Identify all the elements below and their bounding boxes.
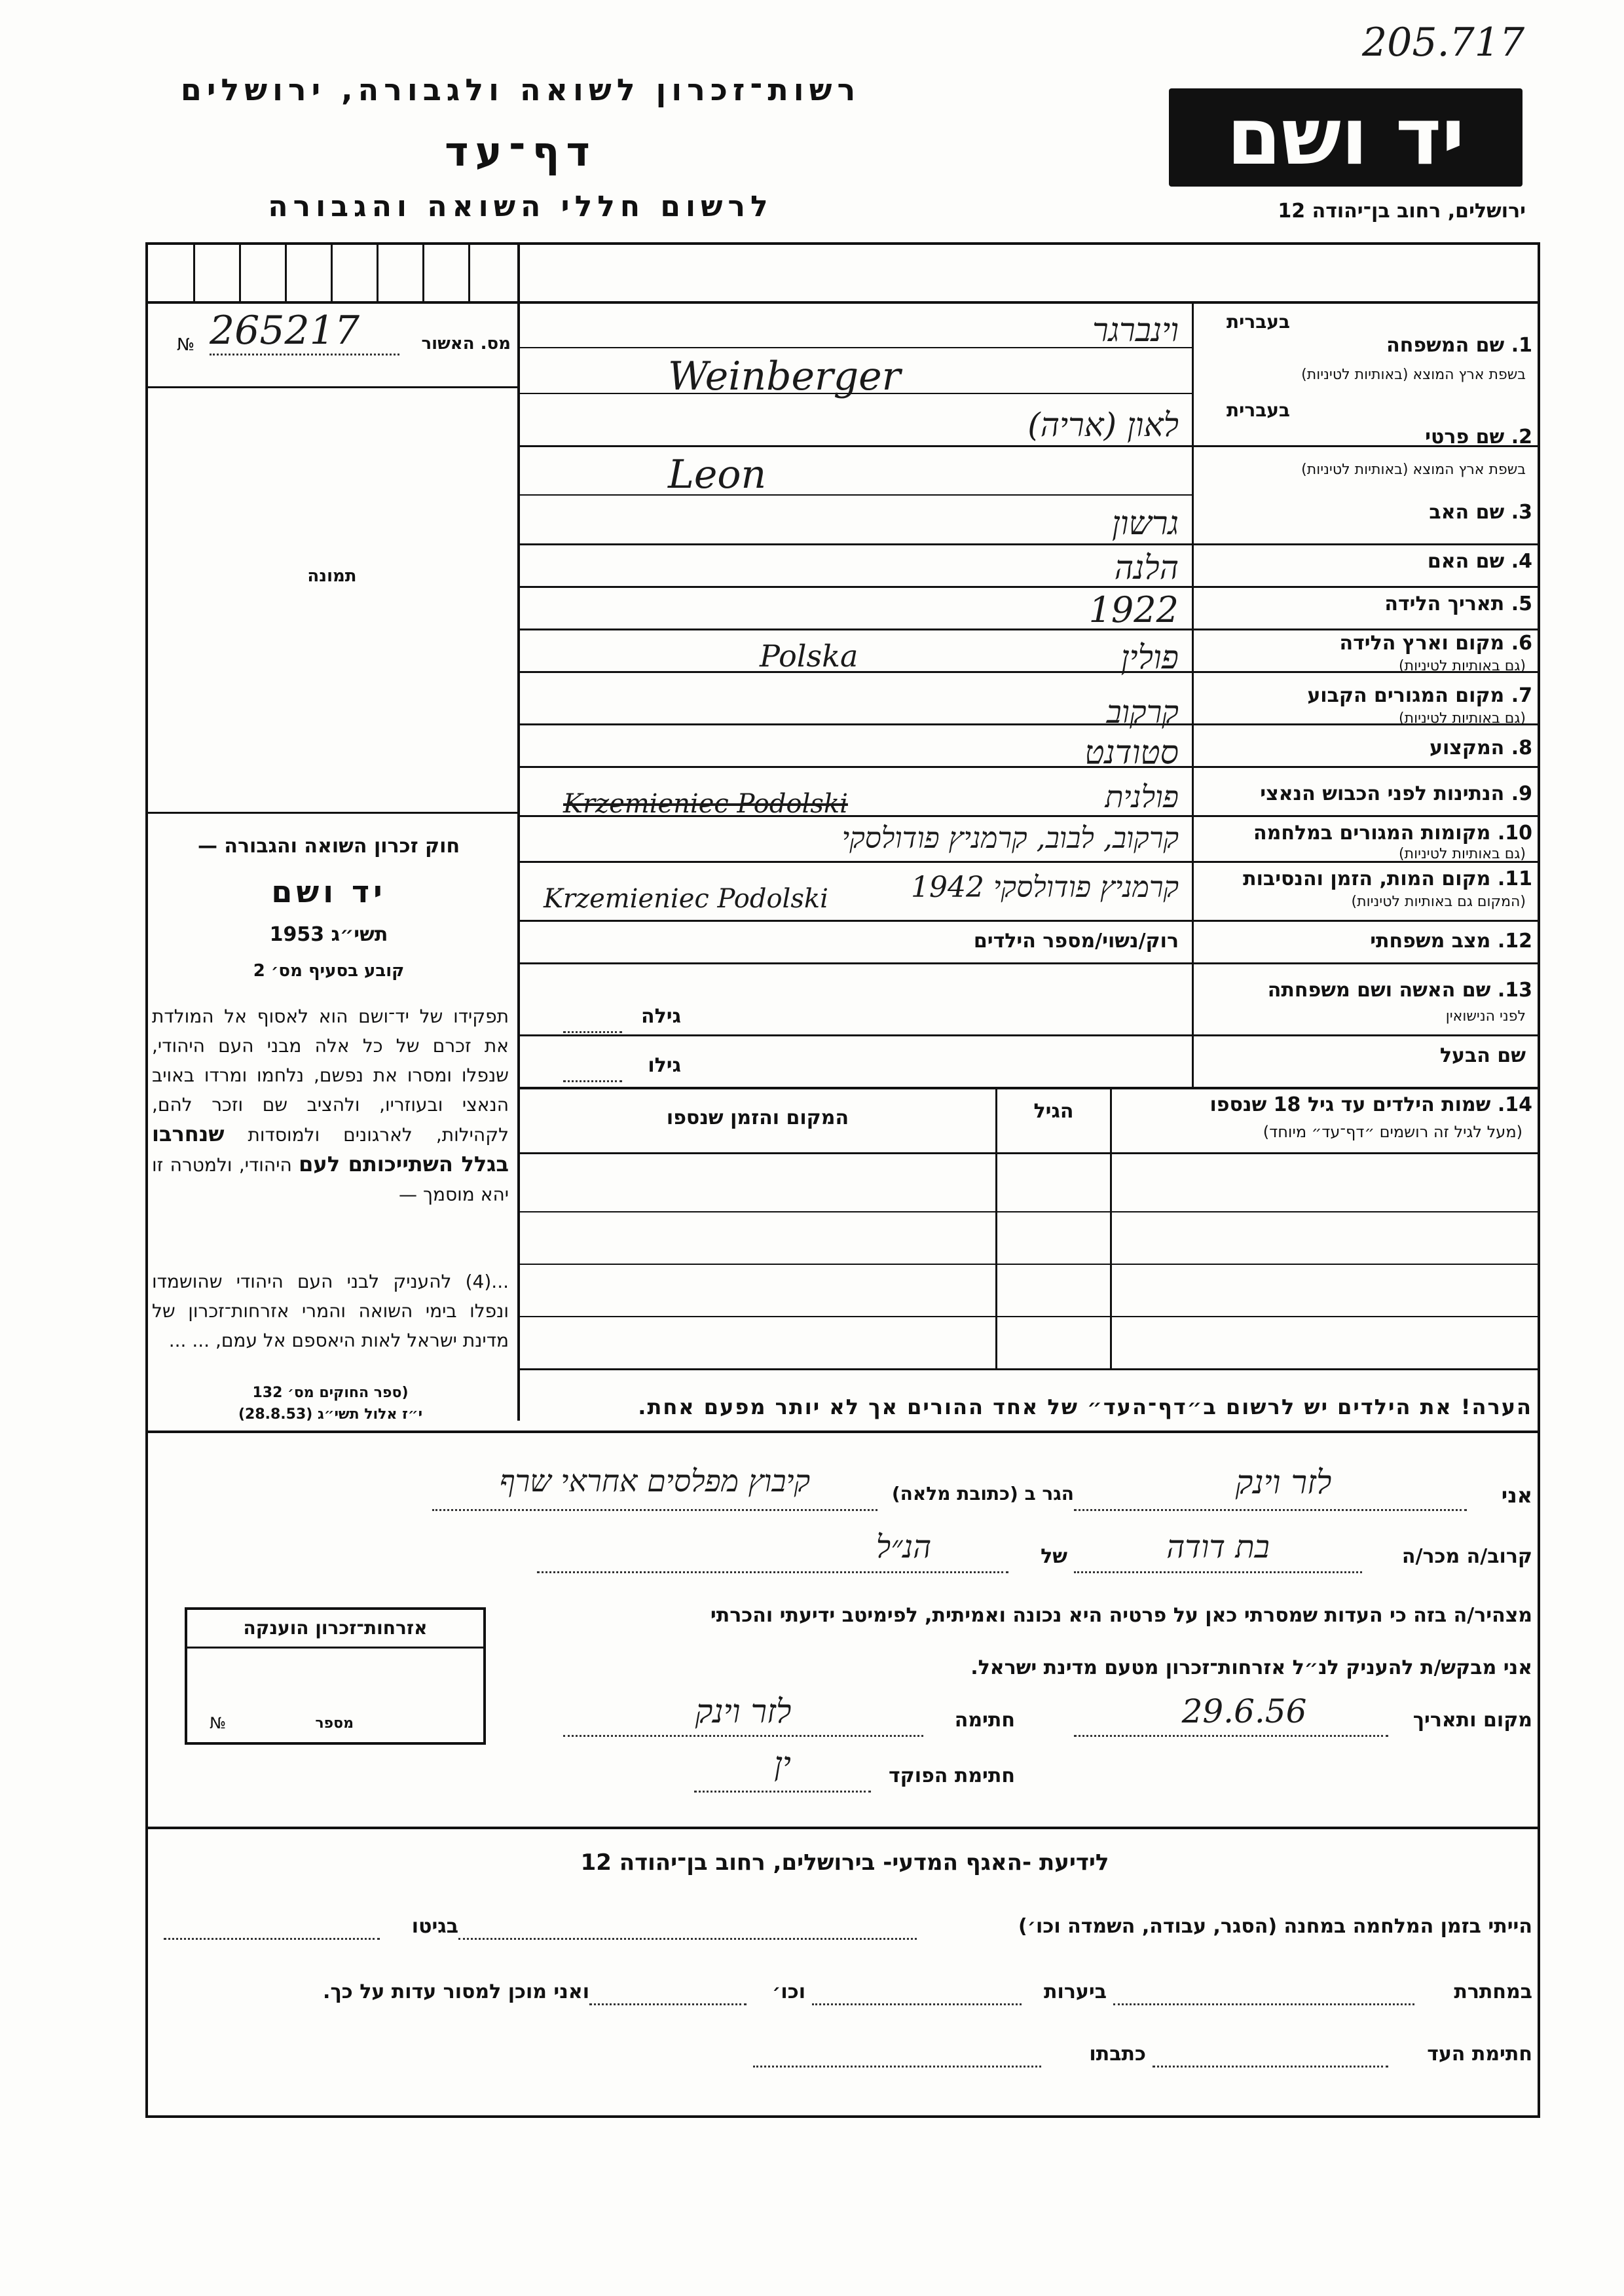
field-1-value-latin[interactable]: Weinberger [668, 354, 901, 399]
children-num: 14. [1497, 1093, 1532, 1116]
footer-witness-signature: חתימת העד [1427, 2043, 1532, 2066]
field-7-value[interactable]: קרקוב [1106, 694, 1179, 731]
field-11-num: 11. [1497, 867, 1532, 890]
field-13-age-label: גילה [641, 1005, 681, 1028]
field-9-value-hebrew[interactable]: פולנית [1105, 779, 1179, 814]
field-4-label [1198, 550, 1532, 573]
field-2-value-latin[interactable]: Leon [668, 452, 767, 498]
field-10-label [1198, 822, 1532, 845]
field-6-value-hebrew[interactable]: פולין [1120, 638, 1179, 676]
form-subtitle: לרשום חללי השואה והגבורה [268, 190, 773, 223]
footer-line2-etc: וכו׳ [772, 1980, 805, 2003]
field-8-value[interactable]: סטודנט [1084, 733, 1179, 771]
field-10-text: מקומות המגורים במלחמה [1253, 822, 1491, 845]
place-date-label: מקום ותאריך [1412, 1709, 1532, 1732]
field-1-hebrew-tag: בעברית [1226, 311, 1290, 333]
request-text: אני מבקש/ת להעניק לנ״ל אזרחות־זכרון מטעם מדינת ישראל. [970, 1656, 1532, 1679]
field-5-value[interactable]: 1922 [1088, 589, 1179, 630]
children-note: (מעל לגיל זה רושמים ״דף־עד״ מיוחד) [1263, 1123, 1522, 1141]
footer-address-label: כתבתו [1089, 2043, 1146, 2066]
footer-underground-input[interactable] [1113, 2003, 1414, 2005]
signature-label: חתימה [954, 1709, 1015, 1732]
field-2-hebrew-tag: בעברית [1226, 399, 1290, 421]
declarant-of-label: של [1041, 1545, 1067, 1568]
declarant-address[interactable]: קיבוץ מפלסים אחראי שרף [499, 1463, 811, 1499]
footer-title: לידיעת -האגף המדעי- בירושלים, רחוב בן־יהודה 12 [580, 1850, 1109, 1876]
field-9-value-latin[interactable]: Krzemieniec Podolski [563, 789, 848, 819]
declarant-of-value[interactable]: הנ״ל [876, 1529, 932, 1565]
authority-line: רשות־זכרון לשואה ולגבורה, ירושלים [180, 72, 861, 107]
law-text-1: תפקידו של יד־ושם הוא לאסוף אל המולדת את זכרם של כל אלה מבני העם היהודי, שנפלו ומסרו את נפשם, נלחמו ומרדו באויב הנאצי ובעוזריו, ולהציב שם וזכר להם, לקהילות, לארגונים ולמוסדות [152, 1006, 509, 1146]
archive-number: 205.717 [1362, 20, 1525, 65]
field-11-sub: (המקום גם באותיות לטיניות) [1351, 894, 1526, 910]
field-9-num: 9. [1511, 782, 1532, 805]
field-3-num: 3. [1511, 501, 1532, 524]
officer-signature-label: חתימת הפוקד [889, 1764, 1015, 1787]
approval-number: 265217 [210, 308, 360, 354]
declarant-ani-label: אני [1501, 1483, 1532, 1508]
field-1-sub: בשפת ארץ המוצא (באותיות לטיניות) [1301, 367, 1526, 383]
law-clause: קובע בסעיף מס׳ 2 [253, 961, 405, 981]
field-6-value-latin[interactable]: Polska [760, 638, 858, 674]
field-13-age-input[interactable] [563, 1031, 622, 1033]
field-11-text: מקום המות, הזמן והנסיבות [1243, 867, 1491, 890]
citizenship-title: אזרחות־זכרון הוענקה [243, 1617, 428, 1639]
children-col-age: הגיל [1033, 1100, 1074, 1123]
field-10-num: 10. [1497, 822, 1532, 845]
officer-signature-value[interactable]: ין [774, 1745, 791, 1783]
field-2-value-hebrew[interactable]: לאון (אריה) [1027, 406, 1179, 444]
field-6-text: מקום וארץ הלידה [1339, 632, 1505, 655]
field-4-text: שם האם [1427, 550, 1505, 573]
field-husband-label: שם הבעל [1439, 1044, 1526, 1067]
law-date: י״ז אלול תשי״ג (28.8.53) [238, 1406, 423, 1423]
footer-line2-forests: ביערות [1044, 1980, 1107, 2003]
remark: הערה! את הילדים יש לרשום ב״דף־העד״ של אחד ההורים אך לא יותר מפעם אחת. [638, 1394, 1532, 1419]
place-date-value[interactable]: 29.6.56 [1181, 1692, 1307, 1730]
field-1-num: 1. [1511, 334, 1532, 357]
field-10-sub: (גם באותיות לטיניות) [1399, 846, 1526, 862]
field-13-text: שם האשה ושם משפחתה [1267, 979, 1491, 1002]
field-5-label [1198, 592, 1532, 615]
law-year: תשי״ג 1953 [269, 923, 388, 946]
field-3-value[interactable]: גרשון [1111, 504, 1179, 542]
field-5-num: 5. [1511, 592, 1532, 615]
footer-address-input[interactable] [753, 2066, 1041, 2068]
field-13-sub: לפני הנישואין [1445, 1008, 1526, 1025]
field-8-label [1198, 737, 1532, 759]
field-6-num: 6. [1511, 632, 1532, 655]
field-1-value-hebrew[interactable]: וינברגר [1092, 311, 1179, 349]
field-9-text: הנתינות לפני הכבוש הנאצי [1260, 782, 1505, 805]
field-12-options[interactable]: רוק/נשוי/מספר הילדים [973, 930, 1179, 953]
field-11-value-latin[interactable]: Krzemieniec Podolski [544, 884, 828, 914]
field-2-text: שם פרטי [1425, 426, 1505, 448]
field-3-text: שם האב [1429, 501, 1505, 524]
footer-line2-ready: ואני מוכן למסור עדות על כך. [323, 1980, 589, 2003]
footer-witness-signature-input[interactable] [1153, 2066, 1388, 2068]
yad-vashem-logo: יד ושם [1169, 88, 1522, 187]
field-husband-age-label: גילו [648, 1054, 681, 1077]
form-title: דף־עד [445, 128, 597, 175]
field-11-label [1198, 867, 1532, 890]
approval-label: מס. האשור [421, 334, 511, 354]
declaration-text: מצהיר/ה בזה כי העדות שמסרתי כאן על פרטיה היא נכונה ואמיתית, לפימיטב ידיעתי והכרתי [710, 1604, 1532, 1627]
declarant-relative-label: קרוב/ה מכר/ה [1401, 1545, 1532, 1568]
law-name: יד ושם [271, 874, 386, 909]
address: ירושלים, רחוב בן־יהודה 12 [1278, 200, 1526, 223]
field-2-sub: בשפת ארץ המוצא (באותיות לטיניות) [1301, 462, 1526, 478]
law-text-3: ...(4) להעניק לבני העם היהודי שהושמדו ונפלו בימי השואה והמרי אזרחות־זכרון של מדינת ישראל לאות היאספם אל עמם, ... ... [152, 1271, 509, 1351]
field-13-num: 13. [1497, 979, 1532, 1002]
field-12-num: 12. [1497, 930, 1532, 953]
footer-forests-input[interactable] [812, 2003, 1022, 2005]
field-13-label [1198, 979, 1532, 1002]
field-4-num: 4. [1511, 550, 1532, 573]
field-9-label [1198, 782, 1532, 805]
field-1-text: שם המשפחה [1386, 334, 1505, 357]
field-3-label [1198, 501, 1532, 524]
footer-etc-input[interactable] [589, 2003, 747, 2005]
field-5-text: תאריך הלידה [1384, 592, 1505, 615]
field-12-label [1198, 930, 1532, 953]
approval-no-label: № [177, 335, 195, 355]
law-text-2: היהודי, ולמטרה זו יהא מוסמך — [152, 1154, 509, 1205]
signature-value[interactable]: לזר וינק [695, 1692, 792, 1730]
footer-line1-ghetto: בגיטו [411, 1915, 458, 1938]
photo-label: תמונה [307, 566, 357, 586]
field-2-num: 2. [1511, 426, 1532, 448]
field-husband-age-input[interactable] [563, 1080, 622, 1082]
field-7-sub: (גם באותיות לטיניות) [1399, 710, 1526, 727]
children-col-place: המקום והזמן שנספו [666, 1106, 849, 1129]
field-8-text: המקצוע [1429, 737, 1505, 759]
field-6-label [1198, 632, 1532, 655]
field-8-num: 8. [1511, 737, 1532, 759]
footer-camp-input[interactable] [458, 1938, 917, 1940]
footer-line2-underground: במחתרת [1454, 1980, 1532, 2003]
declarant-relation[interactable]: בת דודה [1166, 1529, 1270, 1565]
citizenship-number-label: מספר [315, 1715, 354, 1732]
field-6-sub: (גם באותיות לטיניות) [1399, 658, 1526, 674]
field-1-label [1198, 334, 1532, 357]
citizenship-no-sign: № [210, 1714, 226, 1732]
field-7-text: מקום המגורים הקבוע [1307, 684, 1505, 707]
field-4-value[interactable]: הלנה [1114, 549, 1179, 587]
declarant-resides-label: הגר ב (כתובת מלאה) [891, 1483, 1074, 1504]
children-title-text: שמות הילדים עד גיל 18 שנספו [1209, 1093, 1491, 1116]
field-11-value-hebrew[interactable]: קרמניץ פודולסקי 1942 [911, 871, 1179, 904]
law-title: חוק זכרון השואה והגבורה — [197, 835, 460, 858]
field-2-label [1198, 426, 1532, 448]
field-7-label [1198, 684, 1532, 707]
law-text-bold: שנחרבו בגלל השתייכותם לעם [152, 1121, 509, 1176]
field-12-text: מצב משפחתי [1370, 930, 1491, 953]
field-10-value[interactable]: קרקוב, לבוב, קרמניץ פודולסקי [841, 822, 1179, 855]
law-source: (ספר החוקים מס׳ 132 [252, 1385, 409, 1401]
field-7-num: 7. [1511, 684, 1532, 707]
children-title [1116, 1093, 1532, 1116]
footer-line1-camp: הייתי בזמן המלחמה במחנה (הסגר, עבודה, השמדה וכו׳) [1018, 1915, 1532, 1938]
declarant-name[interactable]: לזר וינק [1235, 1463, 1332, 1501]
footer-ghetto-input[interactable] [164, 1938, 380, 1940]
law-text [152, 1002, 509, 1209]
